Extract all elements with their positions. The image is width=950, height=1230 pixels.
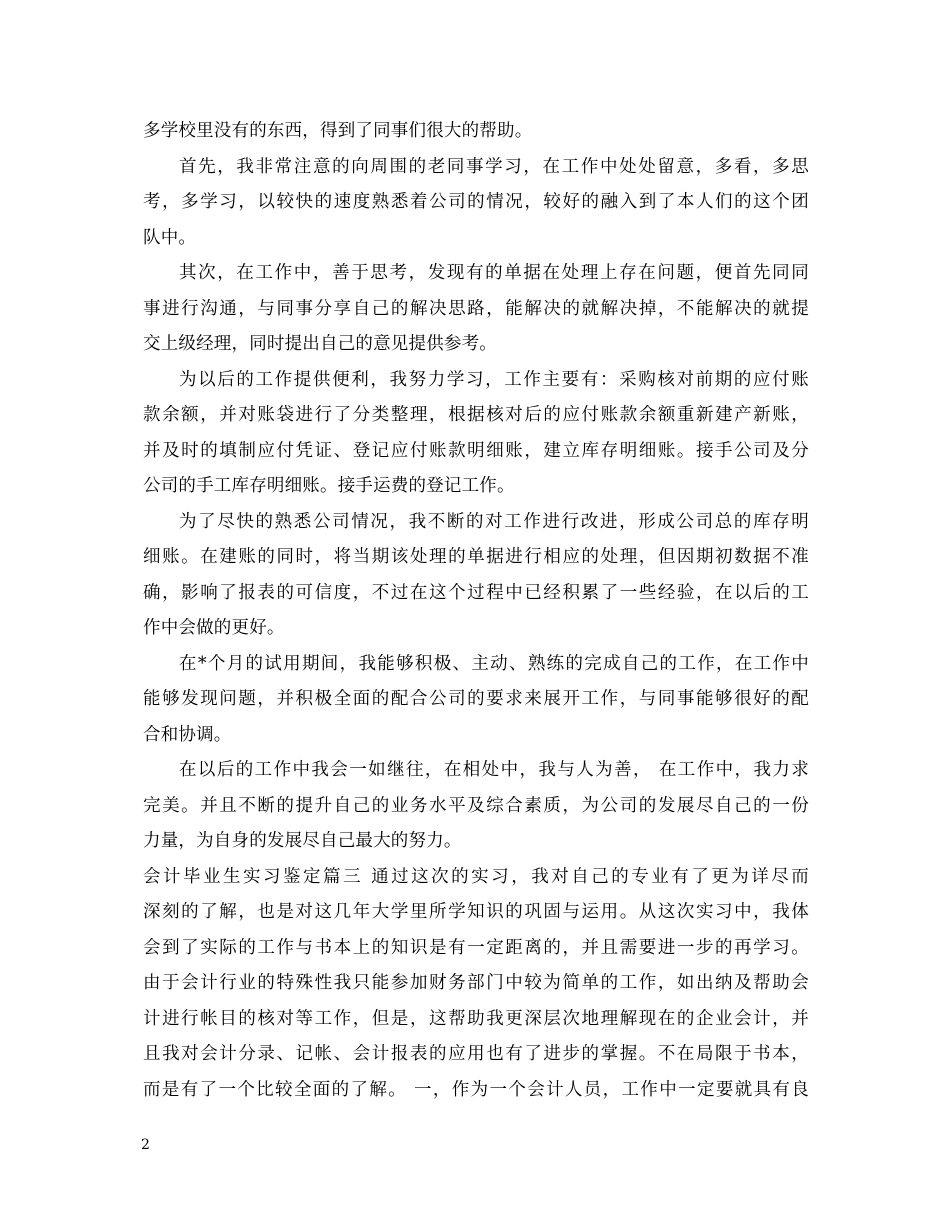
text-line: 由于会计行业的特殊性我只能参加财务部门中较为简单的工作，如出纳及帮助会 (143, 973, 809, 993)
text-line: 会计毕业生实习鉴定篇三 通过这次的实习，我对自己的专业有了更为详尽而 (143, 866, 809, 887)
text-line: 考，多学习，以较快的速度熟悉着公司的情况，较好的融入到了本人们的这个团 (143, 192, 809, 212)
text-line: 款余额，并对账袋进行了分类整理，根据核对后的应付账款余额重新建产新账， (143, 405, 809, 425)
page-number: 2 (141, 1137, 150, 1153)
text-line: 确，影响了报表的可信度，不过在这个过程中已经积累了一些经验，在以后的工 (143, 582, 809, 603)
text-line: 合和协调。 (143, 724, 232, 745)
text-line: 为以后的工作提供便利，我努力学习，工作主要有：采购核对前期的应付账 (179, 369, 809, 390)
text-line: 且我对会计分录、记帐、会计报表的应用也有了进步的掌握。不在局限于书本， (143, 1044, 809, 1064)
text-line: 作中会做的更好。 (143, 618, 285, 638)
text-line: 队中。 (143, 227, 197, 248)
text-line: 事进行沟通，与同事分享自己的解决思路，能解决的就解决掉，不能解决的就提 (143, 298, 809, 319)
text-line: 为了尽快的熟悉公司情况，我不断的对工作进行改进，形成公司总的库存明 (179, 511, 809, 532)
text-line: 深刻的了解，也是对这几年大学里所学知识的巩固与运用。从这次实习中，我体 (143, 902, 809, 922)
text-line: 而是有了一个比较全面的了解。 一，作为一个会计人员，工作中一定要就具有良 (143, 1079, 809, 1100)
text-line: 会到了实际的工作与书本上的知识是有一定距离的，并且需要进一步的再学习。 (143, 937, 809, 958)
text-line: 完美。并且不断的提升自己的业务水平及综合素质，为公司的发展尽自己的一份 (143, 795, 809, 816)
text-line: 并及时的填制应付凭证、登记应付账款明细账，建立库存明细账。接手公司及分 (143, 440, 809, 461)
text-line: 多学校里没有的东西，得到了同事们很大的帮助。 (143, 121, 533, 141)
document-body (143, 114, 809, 1108)
text-line: 细账。在建账的同时，将当期该处理的单据进行相应的处理，但因期初数据不准 (143, 547, 809, 567)
text-line: 首先，我非常注意的向周围的老同事学习，在工作中处处留意，多看，多思 (179, 156, 809, 177)
text-line: 能够发现问题，并积极全面的配合公司的要求来展开工作，与同事能够很好的配 (143, 689, 809, 709)
text-line: 交上级经理，同时提出自己的意见提供参考。 (143, 334, 497, 354)
text-line: 力量，为自身的发展尽自己最大的努力。 (143, 831, 462, 851)
text-line: 其次，在工作中，善于思考，发现有的单据在处理上存在问题，便首先同同 (179, 263, 809, 283)
text-line: 在*个月的试用期间，我能够积极、主动、熟练的完成自己的工作，在工作中 (179, 653, 809, 674)
text-line: 公司的手工库存明细账。接手运费的登记工作。 (143, 476, 515, 496)
text-line: 计进行帐目的核对等工作，但是，这帮助我更深层次地理解现在的企业会计，并 (143, 1008, 809, 1029)
text-line: 在以后的工作中我会一如继往，在相处中，我与人为善， 在工作中，我力求 (179, 760, 809, 780)
